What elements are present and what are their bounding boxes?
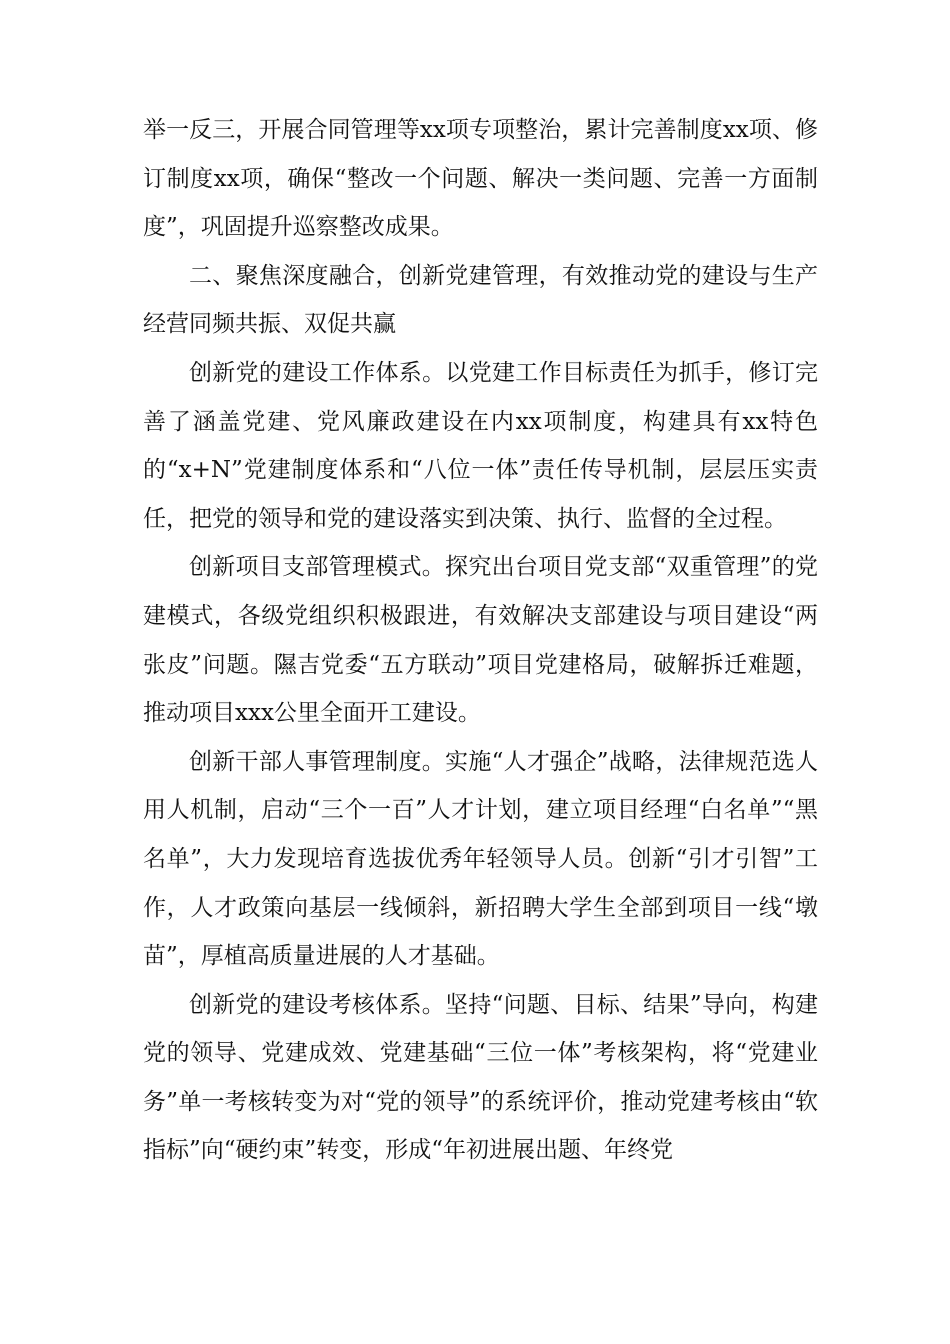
paragraph: 创新项目支部管理模式。探究出台项目党支部“双重管理”的党建模式，各级党组织积极跟进，有效解决支部建设与项目建设“两张皮”问题。隰吉党委“五方联动”项目党建格局，破解拆迁难题，推动项目xxx公里全面开工建设。 bbox=[143, 554, 818, 727]
paragraph: 创新干部人事管理制度。实施“人才强企”战略，法律规范选人用人机制，启动“三个一百”人才计划，建立项目经理“白名单”“黑名单”，大力发现培育选拔优秀年轻领导人员。创新“引才引智”工作，人才政策向基层一线倾斜，新招聘大学生全部到项目一线“墩苗”，厚植高质量进展的人才基础。 bbox=[143, 748, 818, 970]
document-body bbox=[143, 106, 818, 1175]
section-heading: 二、聚焦深度融合，创新党建管理，有效推动党的建设与生产经营同频共振、双促共赢 bbox=[143, 262, 818, 338]
paragraph: 创新党的建设考核体系。坚持“问题、目标、结果”导向，构建党的领导、党建成效、党建基础“三位一体”考核架构，将“党建业务”单一考核转变为对“党的领导”的系统评价，推动党建考核由“软指标”向“硬约束”转变，形成“年初进展出题、年终党 bbox=[143, 991, 818, 1164]
paragraph: 创新党的建设工作体系。以党建工作目标责任为抓手，修订完善了涵盖党建、党风廉政建设在内xx项制度，构建具有xx特色的“x+N”党建制度体系和“八位一体”责任传导机制，层层压实责任，把党的领导和党的建设落实到决策、执行、监督的全过程。 bbox=[143, 359, 818, 532]
paragraph-continuation: 举一反三，开展合同管理等xx项专项整治，累计完善制度xx项、修订制度xx项，确保“整改一个问题、解决一类问题、完善一方面制度”，巩固提升巡察整改成果。 bbox=[143, 117, 818, 241]
